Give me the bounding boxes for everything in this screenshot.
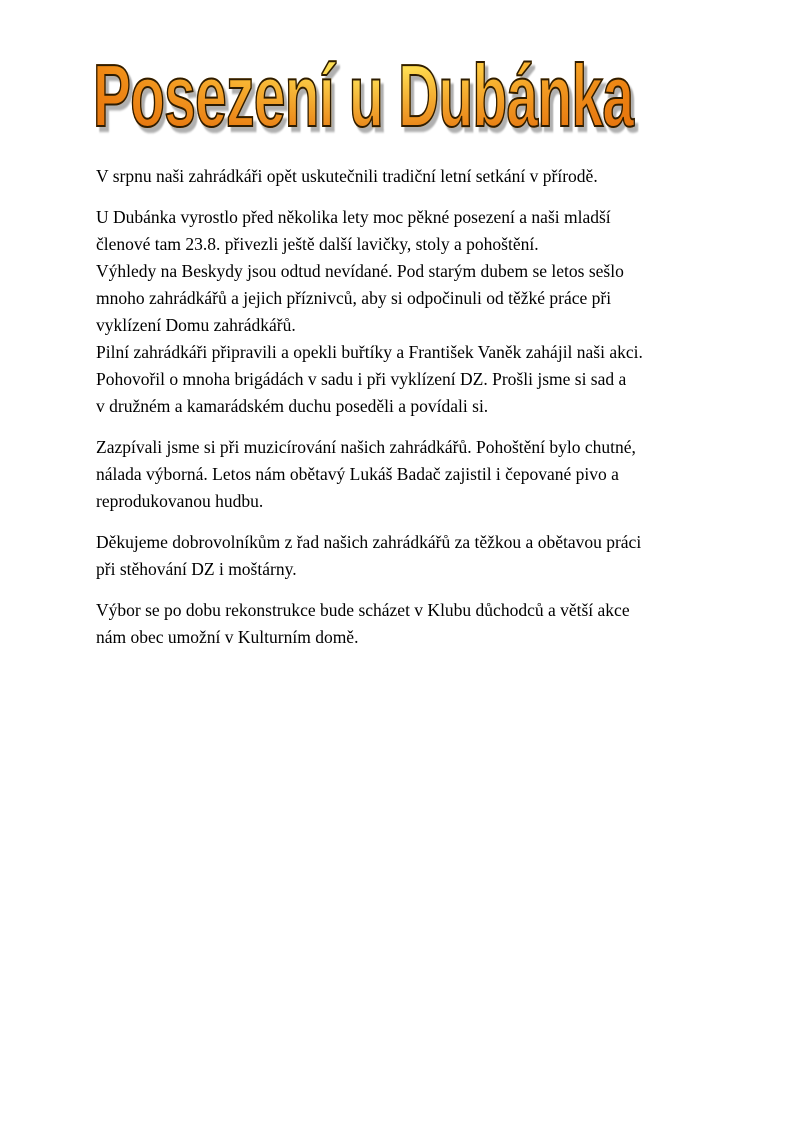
wordart-title: Posezení u Dubánka [93, 46, 634, 145]
paragraph-singing [96, 434, 736, 515]
text-line: vyklízení Domu zahrádkářů. [96, 315, 296, 335]
text-line: mnoho zahrádkářů a jejich příznivců, aby si odpočinuli od těžké práce při [96, 288, 612, 308]
body-text [96, 163, 736, 665]
paragraph-event [96, 204, 736, 420]
text-line: nálada výborná. Letos nám obětavý Lukáš Badač zajistil i čepované pivo a [96, 464, 619, 484]
text-line: Děkujeme dobrovolníkům z řad našich zahrádkářů za těžkou a obětavou práci [96, 532, 642, 552]
text-line: nám obec umožní v Kulturním domě. [96, 627, 359, 647]
text-line: Pohovořil o mnoha brigádách v sadu i při vyklízení DZ. Prošli jsme si sad a [96, 369, 627, 389]
text-line: členové tam 23.8. přivezli ještě další lavičky, stoly a pohoštění. [96, 234, 539, 254]
text-line: V srpnu naši zahrádkáři opět uskutečnili tradiční letní setkání v přírodě. [96, 166, 598, 186]
text-line: Výhledy na Beskydy jsou odtud nevídané. Pod starým dubem se letos sešlo [96, 261, 624, 281]
paragraph-committee [96, 597, 736, 651]
text-line: Zazpívali jsme si při muzicírování našich zahrádkářů. Pohoštění bylo chutné, [96, 437, 636, 457]
text-line: v družném a kamarádském duchu poseděli a povídali si. [96, 396, 489, 416]
text-line: reprodukovanou hudbu. [96, 491, 264, 511]
paragraph-intro [96, 163, 736, 190]
paragraph-thanks [96, 529, 736, 583]
text-line: při stěhování DZ i moštárny. [96, 559, 297, 579]
text-line: U Dubánka vyrostlo před několika lety moc pěkné posezení a naši mladší [96, 207, 611, 227]
text-line: Pilní zahrádkáři připravili a opekli buřtíky a František Vaněk zahájil naši akci. [96, 342, 643, 362]
text-line: Výbor se po dobu rekonstrukce bude scházet v Klubu důchodců a větší akce [96, 600, 630, 620]
